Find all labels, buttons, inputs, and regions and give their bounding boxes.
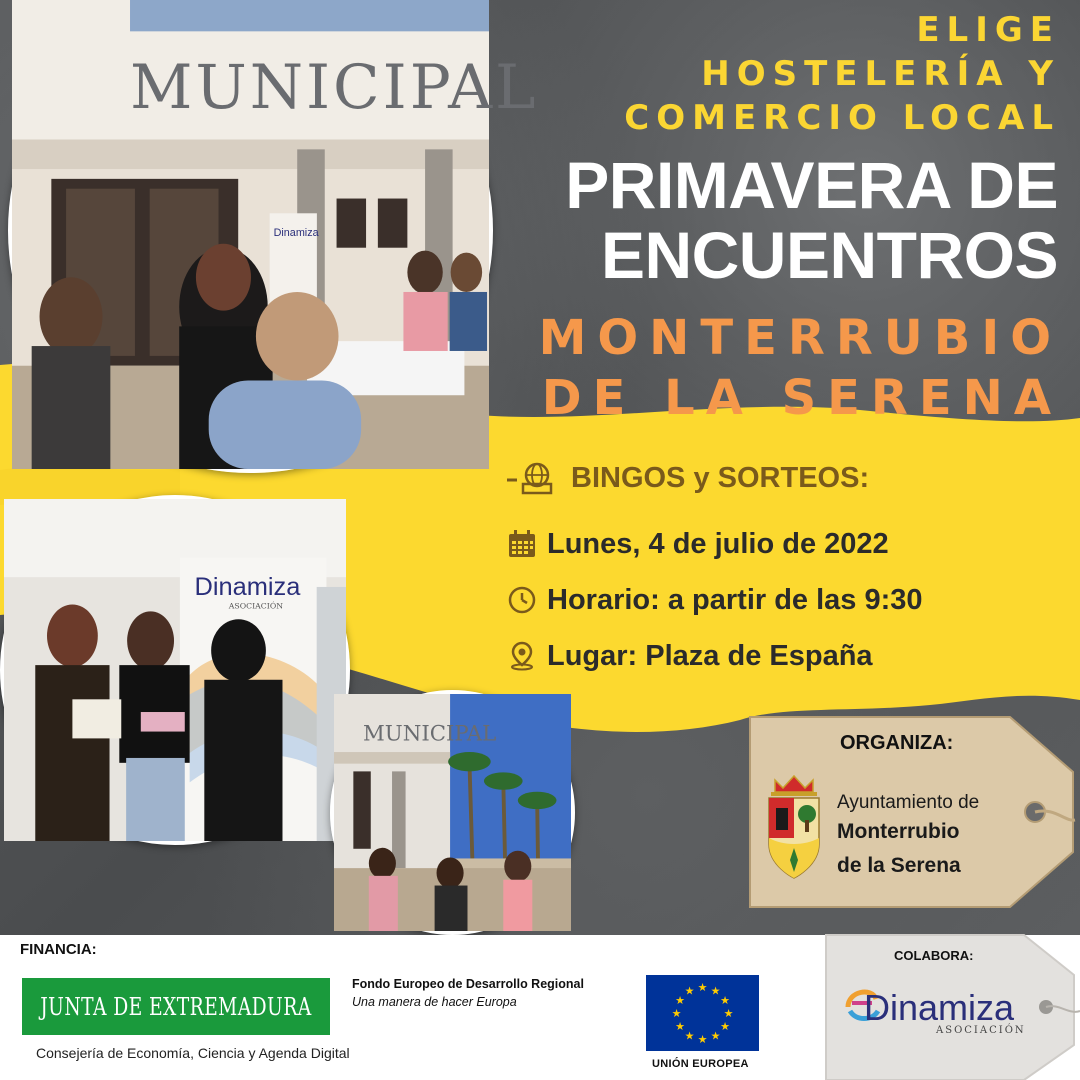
junta-name: JUNTA DE EXTREMADURA [40, 992, 312, 1021]
svg-text:★: ★ [710, 984, 721, 998]
clock-icon [505, 583, 539, 617]
date-text: Lunes, 4 de julio de 2022 [547, 527, 889, 560]
building-sign-text: MUNICIPAL [130, 52, 539, 124]
svg-text:★: ★ [684, 1029, 695, 1043]
photo-plaza-palms [330, 690, 575, 935]
detail-bingo [505, 460, 923, 496]
junta-department: Consejería de Economía, Ciencia y Agenda Digital [36, 1045, 350, 1061]
tagline-line-1: ELIGE [916, 10, 1060, 50]
banner-2-text: Dinamiza [194, 572, 301, 601]
title-line-1: PRIMAVERA DE [565, 148, 1058, 222]
svg-text:★: ★ [723, 1007, 734, 1020]
place-line-2: DE LA SERENA [541, 370, 1062, 426]
organiza-label: ORGANIZA: [840, 732, 954, 754]
feder-name: Fondo Europeo de Desarrollo Regional [352, 977, 584, 991]
svg-text:★: ★ [697, 1033, 708, 1046]
time-text: Horario: a partir de las 9:30 [547, 583, 923, 616]
title-line-2: ENCUENTROS [600, 218, 1058, 292]
colabora-tag [824, 935, 1080, 1080]
eu-label: UNIÓN EUROPEA [652, 1058, 749, 1070]
dinamiza-name: Dinamiza [864, 987, 1015, 1028]
financia-label: FINANCIA: [20, 941, 97, 958]
place-line-1: MONTERRUBIO [538, 310, 1062, 366]
banner-text: Dinamiza [273, 226, 319, 239]
tagline-line-2: HOSTELERÍA Y [701, 54, 1060, 94]
building-sign-small: MUNICIPAL [363, 721, 497, 747]
photo-women-banner [0, 495, 350, 845]
organiza-tag [745, 712, 1075, 912]
sponsors-footer [0, 935, 1080, 1080]
organizer-line-1: Ayuntamiento de [837, 792, 980, 813]
svg-text:★: ★ [675, 1020, 685, 1033]
dinamiza-sub: ASOCIACIÓN [936, 1025, 1026, 1036]
event-title [565, 150, 1058, 290]
detail-time [505, 582, 923, 618]
banner-2-sub: ASOCIACIÓN [228, 601, 284, 611]
svg-text:★: ★ [671, 1007, 682, 1020]
bingo-globe-icon [505, 461, 563, 495]
event-details [505, 460, 923, 694]
detail-location [505, 638, 923, 674]
calendar-icon [505, 527, 539, 561]
colabora-label: COLABORA: [894, 948, 974, 963]
junta-extremadura-logo [22, 978, 330, 1035]
svg-text:★: ★ [675, 994, 685, 1007]
headline-tagline [624, 8, 1060, 140]
organizer-line-2: Monterrubio [837, 820, 960, 843]
coat-of-arms-icon [763, 774, 825, 884]
detail-date [505, 526, 923, 562]
svg-text:★: ★ [710, 1029, 721, 1043]
tagline-line-3: COMERCIO LOCAL [624, 98, 1060, 138]
bingo-text: BINGOS y SORTEOS: [571, 461, 870, 494]
svg-text:★: ★ [697, 981, 708, 994]
organizer-line-3: de la Serena [837, 854, 961, 877]
event-place [539, 308, 1062, 428]
photo-municipal-building [8, 0, 539, 473]
feder-motto: Una manera de hacer Europa [352, 995, 517, 1009]
location-text: Lugar: Plaza de España [547, 639, 873, 672]
svg-text:★: ★ [684, 984, 695, 998]
location-pin-icon [505, 639, 539, 673]
svg-text:★: ★ [720, 1020, 730, 1033]
eu-flag-icon [646, 975, 759, 1051]
svg-text:★: ★ [720, 994, 730, 1007]
